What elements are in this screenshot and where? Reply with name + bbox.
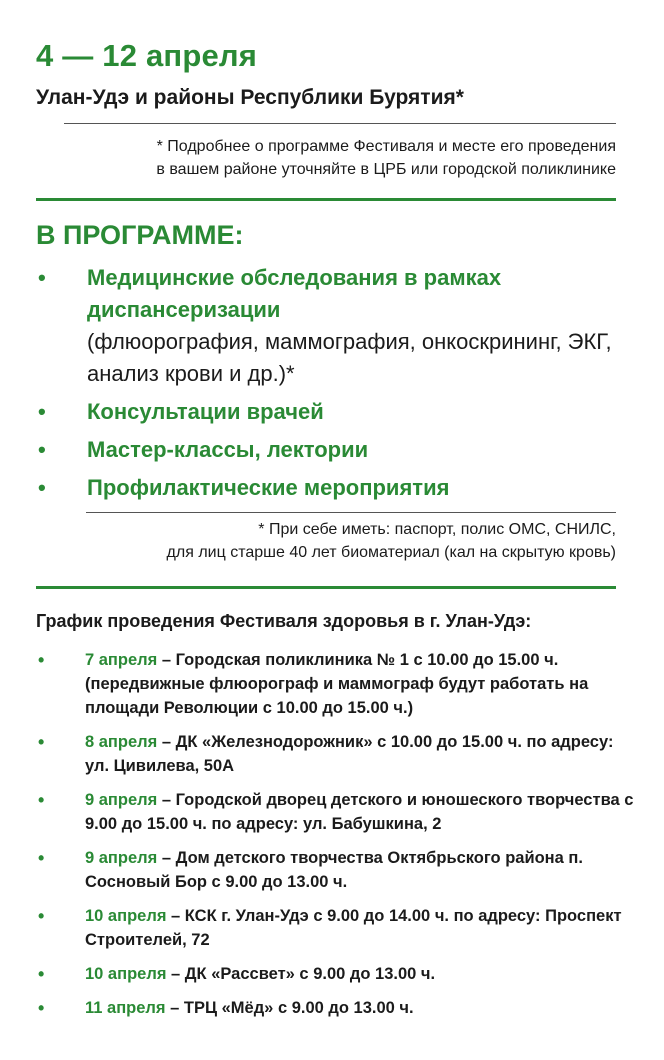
bullet-icon: •	[38, 650, 45, 670]
schedule-details: – Городской дворец детского и юношеского творчества с 9.00 до 15.00 ч. по адресу: ул. Бабушкина, 2	[85, 791, 634, 833]
schedule-list	[36, 648, 636, 1030]
documents-note-line-1: * При себе иметь: паспорт, полис ОМС, СНИЛС,	[258, 521, 616, 538]
bullet-icon: •	[38, 848, 45, 868]
schedule-item	[36, 648, 636, 720]
program-item-consultations	[36, 396, 636, 428]
program-title: В ПРОГРАММЕ:	[36, 220, 244, 250]
bullet-icon: •	[38, 964, 45, 984]
district-note	[156, 135, 616, 181]
bullet-icon: •	[38, 906, 45, 926]
schedule-details: – ДК «Железнодорожник» с 10.00 до 15.00 ч. по адресу: ул. Цивилева, 50А	[85, 733, 614, 775]
schedule-item	[36, 962, 636, 986]
schedule-details: – КСК г. Улан-Удэ с 9.00 до 14.00 ч. по адресу: Проспект Строителей, 72	[85, 907, 622, 949]
section-divider-2	[36, 586, 616, 589]
bullet-icon: •	[38, 732, 45, 752]
program-item-masterclasses	[36, 434, 636, 466]
bullet-icon: •	[38, 399, 46, 424]
documents-note-line-2: для лиц старше 40 лет биоматериал (кал на скрытую кровь)	[166, 544, 616, 561]
district-note-line-2: в вашем районе уточняйте в ЦРБ или городской поликлинике	[156, 161, 616, 178]
schedule-item	[36, 846, 636, 894]
schedule-date: 7 апреля	[85, 651, 158, 669]
schedule-date: 8 апреля	[85, 733, 158, 751]
schedule-details: – ДК «Рассвет» с 9.00 до 13.00 ч.	[166, 965, 436, 983]
schedule-date: 9 апреля	[85, 849, 158, 867]
program-item-label: Медицинские обследования в рамках диспансеризации	[87, 265, 502, 322]
section-divider-1	[36, 198, 616, 201]
schedule-date: 10 апреля	[85, 965, 167, 983]
program-item-details: (флюорография, маммография, онкоскрининг, ЭКГ, анализ крови и др.)*	[87, 329, 612, 386]
bullet-icon: •	[38, 265, 46, 290]
schedule-details: – Дом детского творчества Октябрьского района п. Сосновый Бор с 9.00 до 13.00 ч.	[85, 849, 583, 891]
note-divider-middle	[86, 512, 616, 513]
bullet-icon: •	[38, 790, 45, 810]
schedule-details: – Городская поликлиника № 1 с 10.00 до 15.00 ч. (передвижные флюорограф и маммограф будут работать на площади Революции с 10.00 до 15.00 ч.)	[85, 651, 589, 717]
schedule-item	[36, 996, 636, 1020]
schedule-item	[36, 788, 636, 836]
program-item-label: Консультации врачей	[87, 399, 324, 424]
schedule-item	[36, 904, 636, 952]
program-item-checkups	[36, 262, 636, 390]
location-subtitle: Улан-Удэ и районы Республики Бурятия*	[36, 86, 464, 109]
date-title: 4 — 12 апреля	[36, 38, 258, 73]
bullet-icon: •	[38, 998, 45, 1018]
schedule-date: 10 апреля	[85, 907, 167, 925]
program-item-prevention	[36, 472, 636, 504]
schedule-date: 9 апреля	[85, 791, 158, 809]
schedule-item	[36, 730, 636, 778]
schedule-date: 11 апреля	[85, 999, 166, 1017]
schedule-details: – ТРЦ «Мёд» с 9.00 до 13.00 ч.	[165, 999, 414, 1017]
bullet-icon: •	[38, 475, 46, 500]
district-note-line-1: * Подробнее о программе Фестиваля и месте его проведения	[156, 138, 616, 155]
schedule-title: График проведения Фестиваля здоровья в г. Улан-Удэ:	[36, 611, 532, 631]
documents-note	[167, 518, 616, 564]
note-divider-top	[64, 123, 616, 124]
program-item-label: Профилактические мероприятия	[87, 475, 450, 500]
program-item-label: Мастер-классы, лектории	[87, 437, 369, 462]
bullet-icon: •	[38, 437, 46, 462]
program-list	[36, 262, 636, 510]
